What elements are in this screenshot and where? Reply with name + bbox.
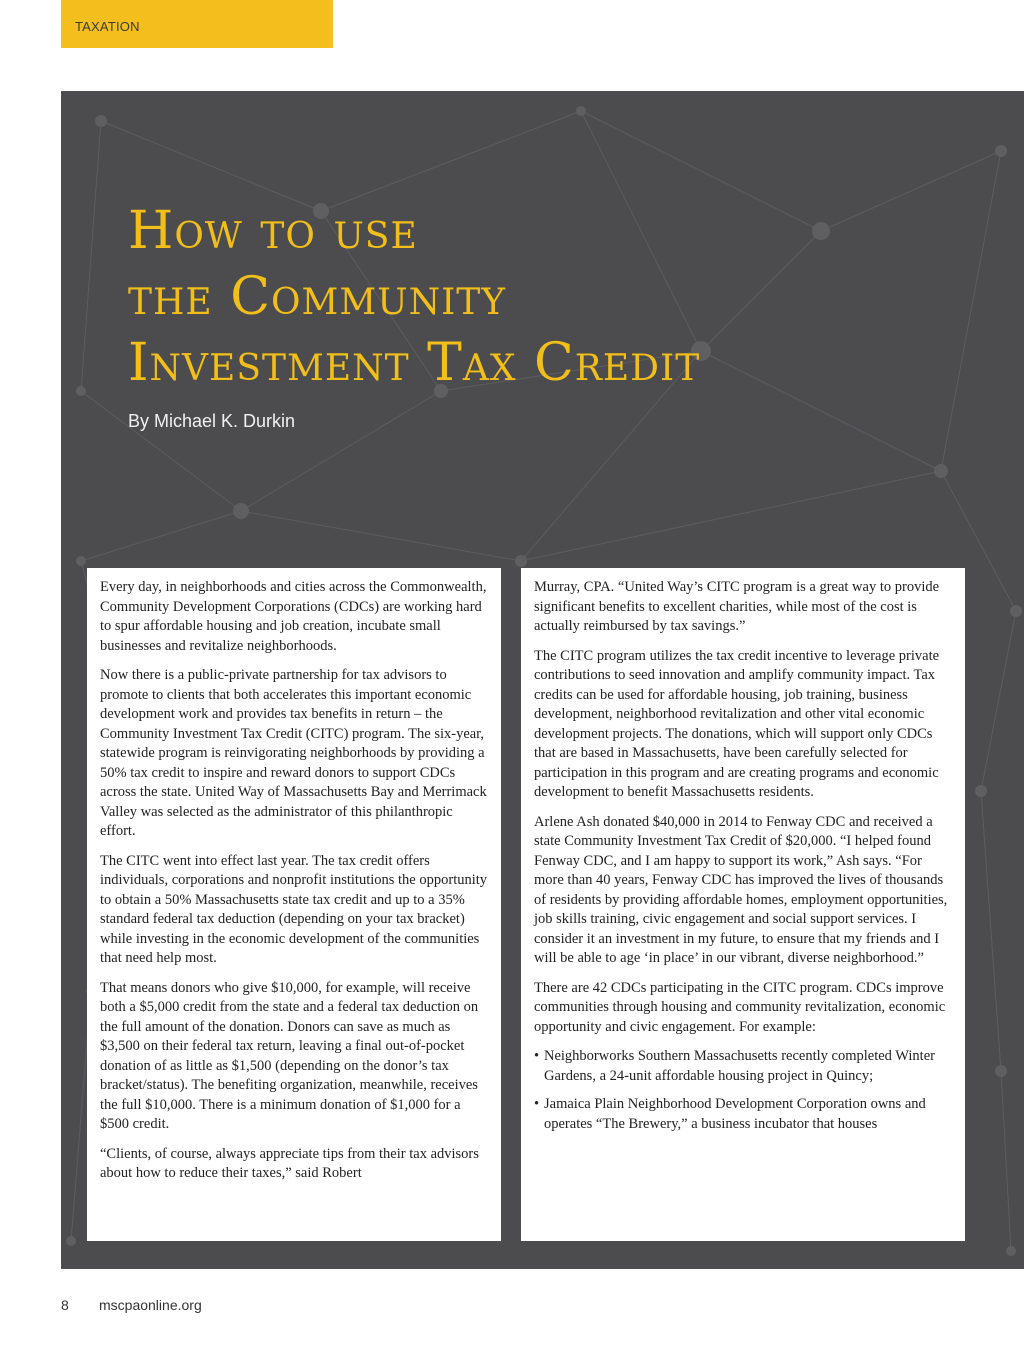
list-item <box>534 1047 953 1086</box>
paragraph: Arlene Ash donated $40,000 in 2014 to Fenway CDC and received a state Community Investment Tax Credit of $20,000. “I helped found Fenway CDC, and I am happy to support its work,” Ash says. “For more than 40 years, Fenway CDC has improved the lives of thousands of residents by providing affordable homes, employment opportunities, job skills training, civic engagement and social support services. I consider it an investment in my future, to ensure that my friends and I will be able to age ‘in place’ in our vibrant, diverse neighborhood.” <box>534 813 948 966</box>
article-column-right <box>521 568 965 1241</box>
section-tab <box>61 0 333 48</box>
paragraph: That means donors who give $10,000, for example, will receive both a $5,000 credit from the state and a federal tax deduction on the full amount of the donation. Donors can save as much as $3,500 on their federal tax return, leaving a final out-of-pocket donation of as little as $1,500 (depending on the donor’s tax bracket/status). The benefiting organization, meanwhile, receives the full $10,000. There is a minimum donation of $1,000 for a $500 credit. <box>100 979 479 1132</box>
example-list <box>534 1047 953 1134</box>
site-url: mscpaonline.org <box>99 1297 202 1313</box>
list-item <box>534 1095 953 1134</box>
paragraph: Murray, CPA. “United Way’s CITC program is a great way to provide significant benefits to excellent charities, while most of the cost is actually reimbursed by tax savings.” <box>534 579 940 634</box>
paragraph: “Clients, of course, always appreciate tips from their tax advisors about how to reduce their taxes,” said Robert <box>100 1145 479 1181</box>
paragraph: Now there is a public-private partnership for tax advisors to promote to clients that both accelerates this important economic development work and provides tax benefits in return – the Community Investment Tax Credit (CITC) program. The six-year, statewide program is reinvigorating neighborhoods by providing a 50% tax credit to inspire and reward donors to support CDCs across the state. United Way of Massachusetts Bay and Merrimack Valley was selected as the administrator of this philanthropic effort. <box>100 667 487 839</box>
page-footer <box>61 1297 202 1313</box>
page-number: 8 <box>61 1297 69 1313</box>
article-title <box>128 198 700 396</box>
title-line: the Community <box>128 267 507 327</box>
bullet-icon: • <box>534 1096 540 1112</box>
title-line: Investment Tax Credit <box>128 333 701 393</box>
section-label: TAXATION <box>75 19 140 34</box>
paragraph: The CITC program utilizes the tax credit incentive to leverage private contributions to seed innovation and amplify community impact. Tax credits can be used for affordable housing, job training, business development, neighborhood revitalization and other vital economic development projects. The donations, which will support only CDCs that are based in Massachusetts, have been carefully selected for participation in this program and are creating programs and economic development to benefit Massachusetts residents. <box>534 647 940 800</box>
title-line: How to use <box>128 201 418 261</box>
paragraph: The CITC went into effect last year. The tax credit offers individuals, corporations and nonprofit institutions the opportunity to obtain a 50% Massachusetts state tax credit and up to a 35% standard federal tax deduction (depending on your tax bracket) while investing in the economic development of the communities that need help most. <box>100 852 488 966</box>
list-item-text: Jamaica Plain Neighborhood Development Corporation owns and operates “The Brewery,” a business incubator that houses <box>544 1096 926 1132</box>
list-item-text: Neighborworks Southern Massachusetts recently completed Winter Gardens, a 24-unit affordable housing project in Quincy; <box>544 1048 935 1084</box>
paragraph: There are 42 CDCs participating in the CITC program. CDCs improve communities through housing and community revitalization, economic opportunity and civic engagement. For example: <box>534 979 946 1035</box>
article-column-left <box>87 568 501 1241</box>
paragraph: Every day, in neighborhoods and cities across the Commonwealth, Community Development Corporations (CDCs) are working hard to spur affordable housing and job creation, incubate small businesses and revitalize neighborhoods. <box>100 579 487 654</box>
byline: By Michael K. Durkin <box>128 411 296 431</box>
bullet-icon: • <box>534 1048 540 1064</box>
